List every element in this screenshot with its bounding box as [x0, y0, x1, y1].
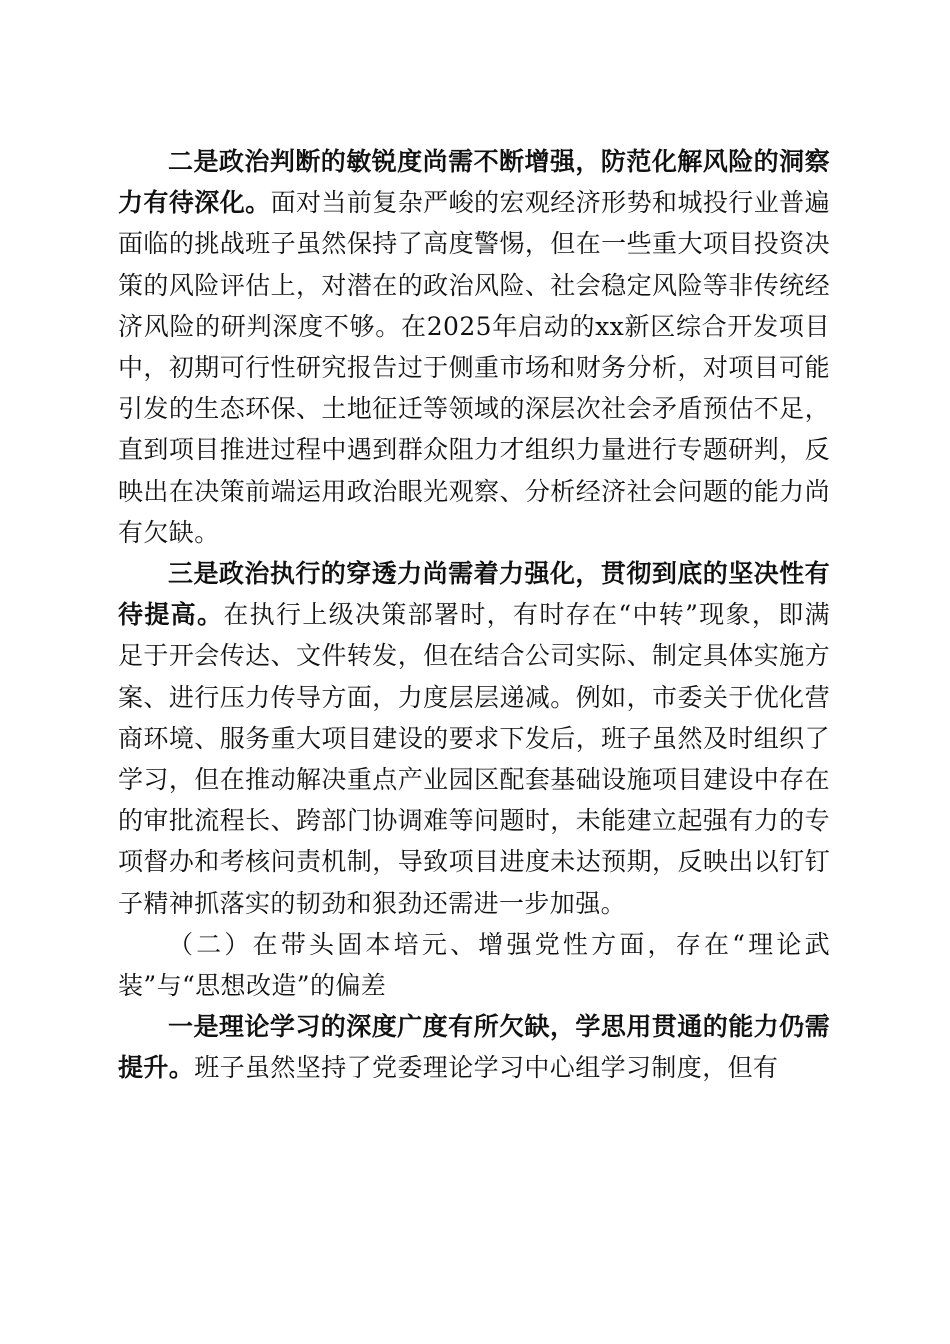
paragraph-lead: 一是理论学习的深度广度有所欠缺，学思用贯通的能力仍需提升。: [118, 1012, 830, 1083]
paragraph-political-judgment: [118, 141, 830, 553]
paragraph-body: 班子虽然坚持了党委理论学习中心组学习制度，但有: [194, 1053, 779, 1083]
paragraph-lead: 二是政治判断的敏锐度尚需不断增强，防范化解风险的洞察力有待深化。: [118, 147, 830, 218]
document-body: [118, 141, 830, 1089]
paragraph-lead: 三是政治执行的穿透力尚需着力强化，贯彻到底的坚决性有待提高。: [118, 559, 830, 630]
paragraph-body: 面对当前复杂严峻的宏观经济形势和城投行业普遍面临的挑战班子虽然保持了高度警惕，但在一些重大项目投资决策的风险评估上，对潜在的政治风险、社会稳定风险等非传统经济风险的研判深度不够。在2025年启动的xx新区综合开发项目中，初期可行性研究报告过于侧重市场和财务分析，对项目可能引发的生态环保、土地征迁等领域的深层次社会矛盾预估不足，直到项目推进过程中遇到群众阻力才组织力量进行专题研判，反映出在决策前端运用政治眼光观察、分析经济社会问题的能力尚有欠缺。: [118, 188, 830, 547]
section-heading: （二）在带头固本培元、增强党性方面，存在“理论武装”与“思想改造”的偏差: [118, 929, 830, 1001]
paragraph-body: 在执行上级决策部署时，有时存在“中转”现象，即满足于开会传达、文件转发，但在结合公司实际、制定具体实施方案、进行压力传导方面，力度层层递减。例如，市委关于优化营商环境、服务重大项目建设的要求下发后，班子虽然及时组织了学习，但在推动解决重点产业园区配套基础设施项目建设中存在的审批流程长、跨部门协调难等问题时，未能建立起强有力的专项督办和考核问责机制，导致项目进度未达预期，反映出以钉钉子精神抓落实的韧劲和狠劲还需进一步加强。: [118, 600, 830, 918]
paragraph-theory-study: [118, 1006, 830, 1088]
paragraph-political-execution: [118, 553, 830, 924]
